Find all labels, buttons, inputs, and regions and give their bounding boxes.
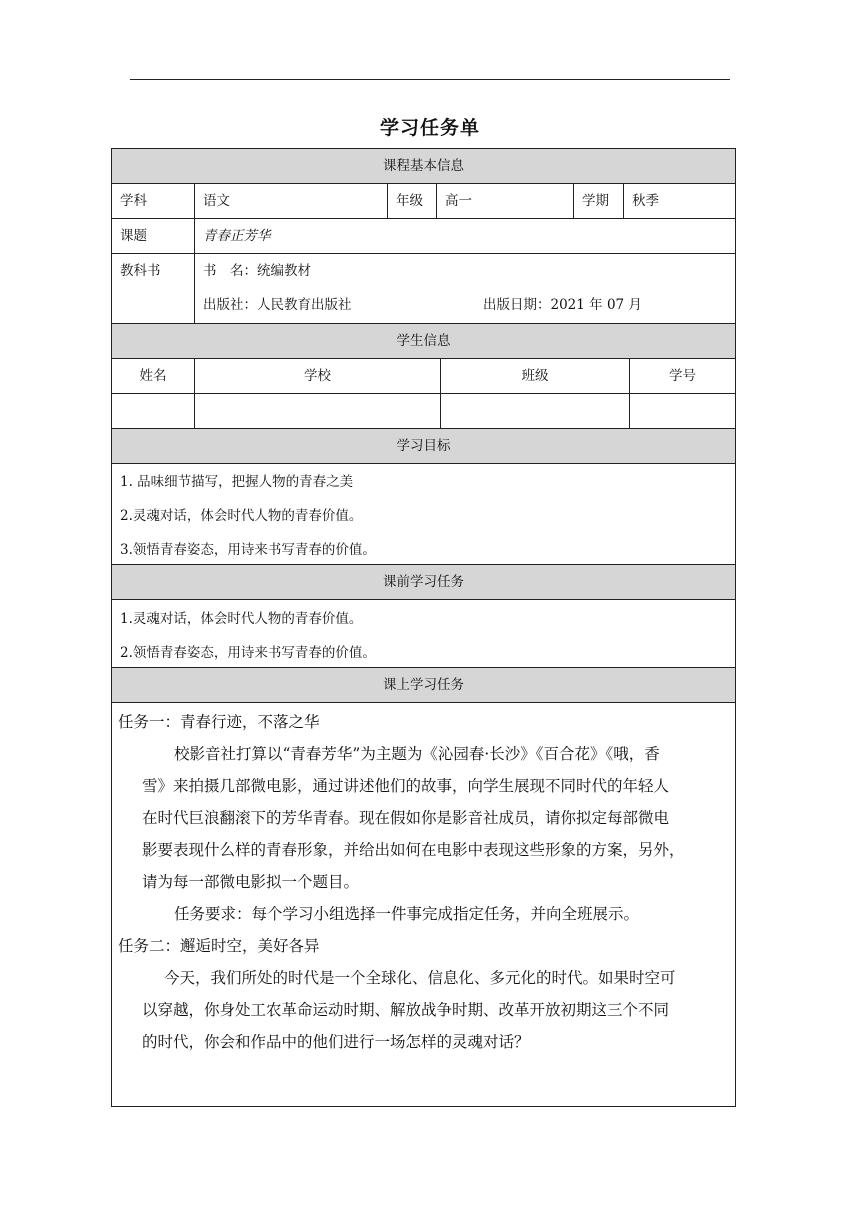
textbook-info [194,254,735,323]
objective-item: 2.灵魂对话，体会时代人物的青春价值。 [120,508,363,524]
publisher: 出版社：人民教育出版社 [203,297,352,313]
name-entry[interactable] [112,394,194,428]
term-label: 学期 [573,184,623,218]
top-rule [130,79,730,80]
subject-value: 语文 [194,184,387,218]
class-tasks-header: 课上学习任务 [112,668,735,703]
pre-tasks-body [112,600,735,668]
task1-paragraph-line: 雪》来拍摄几部微电影，通过讲述他们的故事，向学生展现不同时代的年轻人 [142,777,670,795]
student-info-header: 学生信息 [112,324,735,359]
task2-paragraph-line: 以穿越，你身处工农革命运动时期、解放战争时期、改革开放初期这三个不同 [142,1001,670,1019]
topic-value: 青春正芳华 [194,219,735,253]
task1-paragraph-line: 在时代巨浪翻滚下的芳华青春。现在假如你是影音社成员，请你拟定每部微电 [142,809,670,827]
class-entry[interactable] [440,394,629,428]
student-blank-row [112,394,735,429]
col-name: 姓名 [139,368,167,384]
col-school: 学校 [194,359,440,393]
task1-paragraph-line: 影要表现什么样的青春形象，并给出如何在电影中表现这些形象的方案，另外， [142,841,685,859]
textbook-label: 教科书 [120,263,161,279]
page-title: 学习任务单 [379,117,480,139]
grade-value: 高一 [436,184,573,218]
task1-title: 任务一：青春行迹，不落之华 [118,713,320,731]
subject-label: 学科 [120,193,147,209]
col-class: 班级 [440,359,629,393]
course-topic-row [112,219,735,254]
topic-label: 课题 [120,228,147,244]
grade-label: 年级 [387,184,436,218]
student-columns-row [112,359,735,394]
task2-title: 任务二：邂逅时空，美好各异 [118,937,320,955]
pre-task-item: 1.灵魂对话，体会时代人物的青春价值。 [120,611,363,627]
task-sheet-table [111,148,736,1107]
task1-paragraph-line: 请为每一部微电影拟一个题目。 [142,873,360,891]
task1-paragraph-line: 校影音社打算以“青春芳华”为主题为《沁园春·长沙》《百合花》《哦，香 [174,745,660,763]
class-tasks-body [112,703,735,1106]
objective-item: 1. 品味细节描写，把握人物的青春之美 [120,474,354,490]
objectives-header: 学习目标 [112,429,735,464]
book-name: 书 名：统编教材 [203,263,311,279]
col-student-id: 学号 [629,359,735,393]
pre-task-item: 2.领悟青春姿态，用诗来书写青春的价值。 [120,645,376,661]
student-id-entry[interactable] [629,394,735,428]
school-entry[interactable] [194,394,440,428]
objective-item: 3.领悟青春姿态，用诗来书写青春的价值。 [120,542,376,558]
task1-requirement: 任务要求：每个学习小组选择一件事完成指定任务，并向全班展示。 [174,905,640,923]
course-info-header: 课程基本信息 [112,149,735,184]
textbook-row [112,254,735,324]
task2-paragraph-line: 今天，我们所处的时代是一个全球化、信息化、多元化的时代。如果时空可 [164,969,676,987]
course-subject-row [112,184,735,219]
publish-date: 出版日期：2021 年 07 月 [483,297,642,313]
term-value: 秋季 [623,184,735,218]
objectives-body [112,464,735,565]
task2-paragraph-line: 的时代，你会和作品中的他们进行一场怎样的灵魂对话？ [142,1033,530,1051]
pre-tasks-header: 课前学习任务 [112,565,735,600]
